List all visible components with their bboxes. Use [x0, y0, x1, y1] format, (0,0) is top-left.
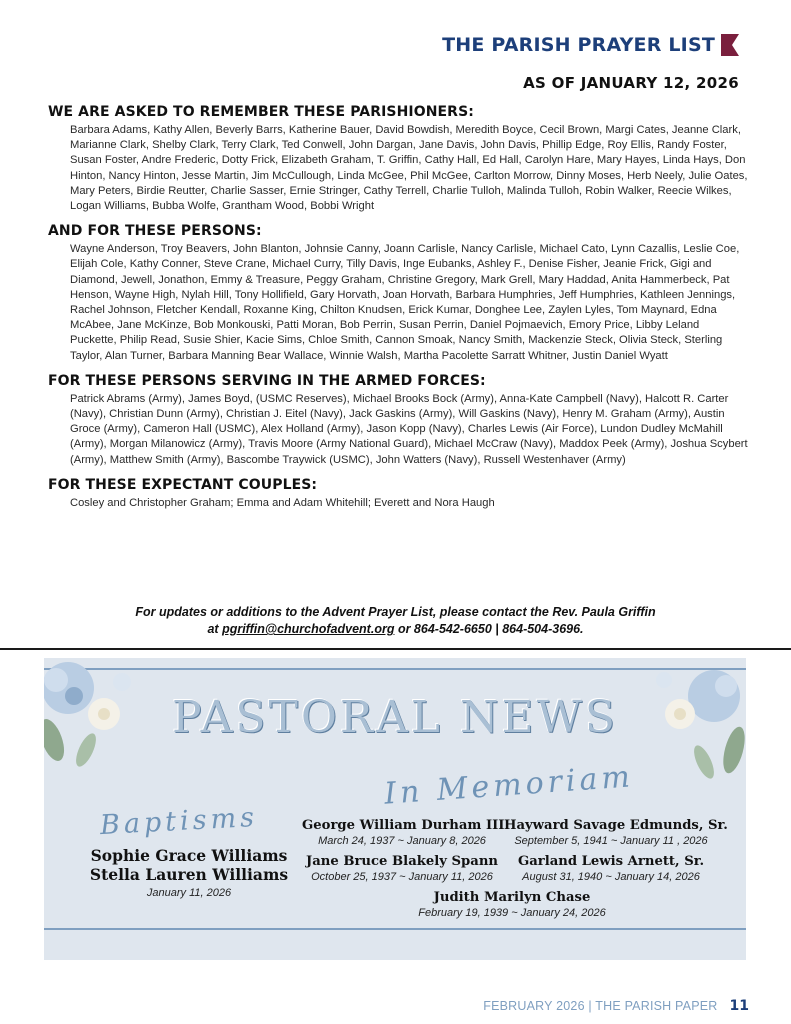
footer-text: FEBRUARY 2026 | THE PARISH PAPER	[483, 999, 718, 1013]
page-title-text: THE PARISH PRAYER LIST	[442, 34, 715, 56]
bookmark-flag-icon	[721, 34, 739, 56]
memoriam-name: Jane Bruce Blakely Spann	[305, 854, 498, 869]
baptism-name: Stella Lauren Williams	[89, 865, 289, 884]
memoriam-dates: September 5, 1941 ~ January 11 , 2026	[514, 835, 708, 847]
section-heading: WE ARE ASKED TO REMEMBER THESE PARISHIONERS:	[48, 104, 474, 120]
top-rule	[44, 668, 746, 670]
memoriam-name: Judith Marilyn Chase	[433, 890, 591, 905]
memoriam-entry	[302, 854, 502, 883]
page-footer	[483, 998, 749, 1014]
contact-email-link[interactable]: pgriffin@churchofadvent.org	[222, 622, 395, 636]
baptism-date: January 11, 2026	[146, 887, 232, 899]
memoriam-name: George William Durham III	[302, 818, 505, 833]
memoriam-entry	[504, 818, 728, 847]
baptisms-heading: Baptisms	[99, 801, 259, 842]
section-heading: FOR THESE PERSONS SERVING IN THE ARMED FORCES:	[48, 372, 486, 389]
section-heading: AND FOR THESE PERSONS:	[48, 223, 262, 240]
contact-line-1: For updates or additions to the Advent Prayer List, please contact the Rev. Paula Griffin	[135, 605, 656, 619]
bottom-rule	[44, 928, 746, 930]
section-armed-forces	[48, 373, 748, 468]
section-expectant-couples	[48, 477, 748, 511]
memoriam-name: Garland Lewis Arnett, Sr.	[517, 854, 705, 869]
memoriam-dates: August 31, 1940 ~ January 14, 2026	[522, 871, 700, 883]
baptism-name: Sophie Grace Williams	[90, 846, 288, 865]
baptisms-list	[84, 846, 294, 899]
as-of-date: AS OF JANUARY 12, 2026	[523, 74, 739, 92]
section-parishioners	[48, 104, 748, 214]
pastoral-news-title: PASTORAL NEWS	[172, 692, 618, 743]
section-names: Patrick Abrams (Army), James Boyd, (USMC Reserves), Michael Brooks Bock (Army), Anna-Kate Campbell (Navy), Halcott R. Carter (Navy), Christian Dunn (Army), Christian J. Eitel (Navy), Jack Gaskins (Army), Will Gaskins (Navy), Henry M. Graham (Army), Austin Groce (Army), Cameron Hall (USMC), Alex Holland (Army), Jason Kopp (Navy), Charles Lewis (Air Force), Lundon Dudley McMahill (Army), Morgan Milanowicz (Army), Travis Moore (Army National Guard), Michael McCraw (Navy), Maddox Peek (Army), Joshua Scybert (Army), Matthew Smith (Army), Bascombe Traywick (USMC), John Watters (Navy), Russell Westenhaver (Army)	[70, 392, 748, 466]
memoriam-entry	[402, 890, 622, 919]
page-number: 11	[729, 998, 749, 1014]
section-divider	[0, 648, 791, 650]
memoriam-name: Hayward Savage Edmunds, Sr.	[504, 818, 728, 833]
memoriam-entry	[504, 854, 718, 883]
section-names: Cosley and Christopher Graham; Emma and Adam Whitehill; Everett and Nora Haugh	[70, 496, 495, 509]
in-memoriam-heading: In Memoriam	[383, 759, 635, 812]
memoriam-dates: February 19, 1939 ~ January 24, 2026	[418, 907, 606, 919]
section-names: Barbara Adams, Kathy Allen, Beverly Barrs, Katherine Bauer, David Bowdish, Meredith Boyce, Cecil Brown, Margi Cates, Jeanne Clark, Marianne Clark, Shelby Clark, Terry Clark, Ted Conwell, John Dargan, Jane Davis, John Davis, Phillip Edge, Roy Ellis, Randy Foster, Susan Foster, Andre Frederic, Dotty Frick, Elizabeth Graham, T. Griffin, Cathy Hall, Ed Hall, Carolyn Hare, Mary Hayes, Linda Hays, Don Hinton, Nancy Hinton, Jesse Martin, Jim McCullough, Linda McGee, Phil McGee, Carlton Morrow, Dinny Moses, Herb Neely, Julie Oates, Mary Peters, Birdie Reutter, Charlie Sasser, Ernie Stringer, Cathy Terrell, Charlie Tulloh, Malinda Tulloh, Robin Walker, Reecie Wilkes, Logan Williams, Bubba Wolfe, Grantham Wood, Bobbi Wright	[70, 124, 748, 213]
section-heading: FOR THESE EXPECTANT COUPLES:	[48, 476, 318, 493]
pastoral-news-panel	[44, 658, 746, 960]
contact-prefix: at	[207, 622, 219, 636]
prayer-list	[48, 104, 748, 520]
contact-suffix: or 864-542-6650 | 864-504-3696.	[397, 622, 584, 636]
section-names: Wayne Anderson, Troy Beavers, John Blanton, Johnsie Canny, Joann Carlisle, Nancy Carlisle, Michael Cato, Lynn Cazallis, Leslie Coe, Elijah Cole, Kathy Conner, Steve Crane, Michael Curry, Tilly Davis, Inge Eubanks, Ashley F., Denise Fisher, Jeanie Frick, Gigi and Diamond, Jewell, Jonathon, Emmy & Treasure, Peggy Graham, Christine Gregory, Mark Grell, Mary Haddad, Anita Hammerbeck, Pat Henson, Wayne High, Nylah Hill, Tony Hollifield, Gary Horvath, Joan Horvath, Barbara Humphries, Jeff Humphries, Kathleen Jennings, Rachel Johnson, Fletcher Kendall, Roxanne King, Chilton Knudsen, Erick Kumar, Donghee Lee, Zaylen Lyles, Tom Maynard, Edna McAbee, Jane McKinze, Bob Monkouski, Patti Moran, Bob Perrin, Susan Perrin, Daniel Pojmaevich, Emory Price, Libby Leland Puckette, Philip Read, Susie Shier, Kacie Sims, Chloe Smith, Cannon Smoak, Nancy Smith, Mackenzie Steck, Olivia Steck, Sterling Taylor, Alan Turner, Barbara Manning Bear Wallace, Winnie Walsh, Martha Pacolette Sarratt Whitner, Justin Daniel Wyatt	[70, 243, 740, 362]
section-persons	[48, 223, 748, 364]
page-title	[442, 34, 739, 56]
contact-note	[0, 604, 791, 638]
memoriam-dates: October 25, 1937 ~ January 11, 2026	[311, 871, 493, 883]
memoriam-dates: March 24, 1937 ~ January 8, 2026	[318, 835, 486, 847]
contact-line-2	[0, 621, 791, 638]
memoriam-entry	[302, 818, 505, 847]
